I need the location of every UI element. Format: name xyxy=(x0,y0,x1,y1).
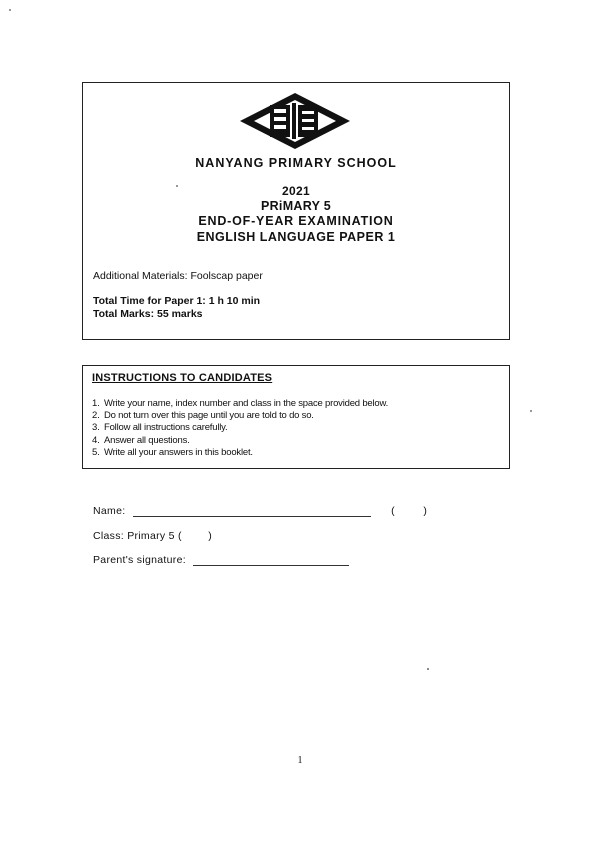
index-open-paren: ( xyxy=(391,505,395,517)
name-line[interactable] xyxy=(133,505,371,517)
class-close-paren: ) xyxy=(208,530,213,542)
instructions-list xyxy=(92,398,388,459)
total-marks: Total Marks: 55 marks xyxy=(93,308,203,320)
class-label: Class: Primary 5 ( xyxy=(93,530,182,542)
list-item: 5. Write all your answers in this booklet. xyxy=(92,446,253,458)
total-time: Total Time for Paper 1: 1 h 10 min xyxy=(93,295,261,307)
scan-speck xyxy=(176,185,178,187)
exam-level: PRiMARY 5 xyxy=(260,199,332,213)
list-item: 3. Follow all instructions carefully. xyxy=(92,422,228,434)
school-crest-icon xyxy=(240,93,350,149)
name-label: Name: xyxy=(93,505,126,517)
instructions-box xyxy=(82,365,510,469)
scan-speck xyxy=(9,9,11,11)
signature-line[interactable] xyxy=(193,554,349,566)
additional-materials: Additional Materials: Foolscap paper xyxy=(93,270,263,282)
signature-label: Parent's signature: xyxy=(93,554,186,566)
name-field[interactable] xyxy=(93,505,427,517)
page-number: 1 xyxy=(297,755,303,766)
scan-speck xyxy=(427,668,429,670)
list-item: 4. Answer all questions. xyxy=(92,434,190,446)
instructions-title: INSTRUCTIONS TO CANDIDATES xyxy=(92,372,273,384)
cover-box xyxy=(82,82,510,340)
list-item: 2. Do not turn over this page until you are told to do so. xyxy=(92,410,314,422)
school-name: NANYANG PRIMARY SCHOOL xyxy=(195,156,397,170)
list-item: 1. Write your name, index number and class in the space provided below. xyxy=(92,398,389,409)
paper-title: ENGLISH LANGUAGE PAPER 1 xyxy=(196,230,396,244)
exam-year: 2021 xyxy=(282,184,310,198)
scan-speck xyxy=(530,410,532,412)
exam-title: END-OF-YEAR EXAMINATION xyxy=(198,214,394,228)
class-field[interactable] xyxy=(93,530,212,542)
index-close-paren: ) xyxy=(423,505,428,517)
signature-field[interactable] xyxy=(93,554,349,566)
